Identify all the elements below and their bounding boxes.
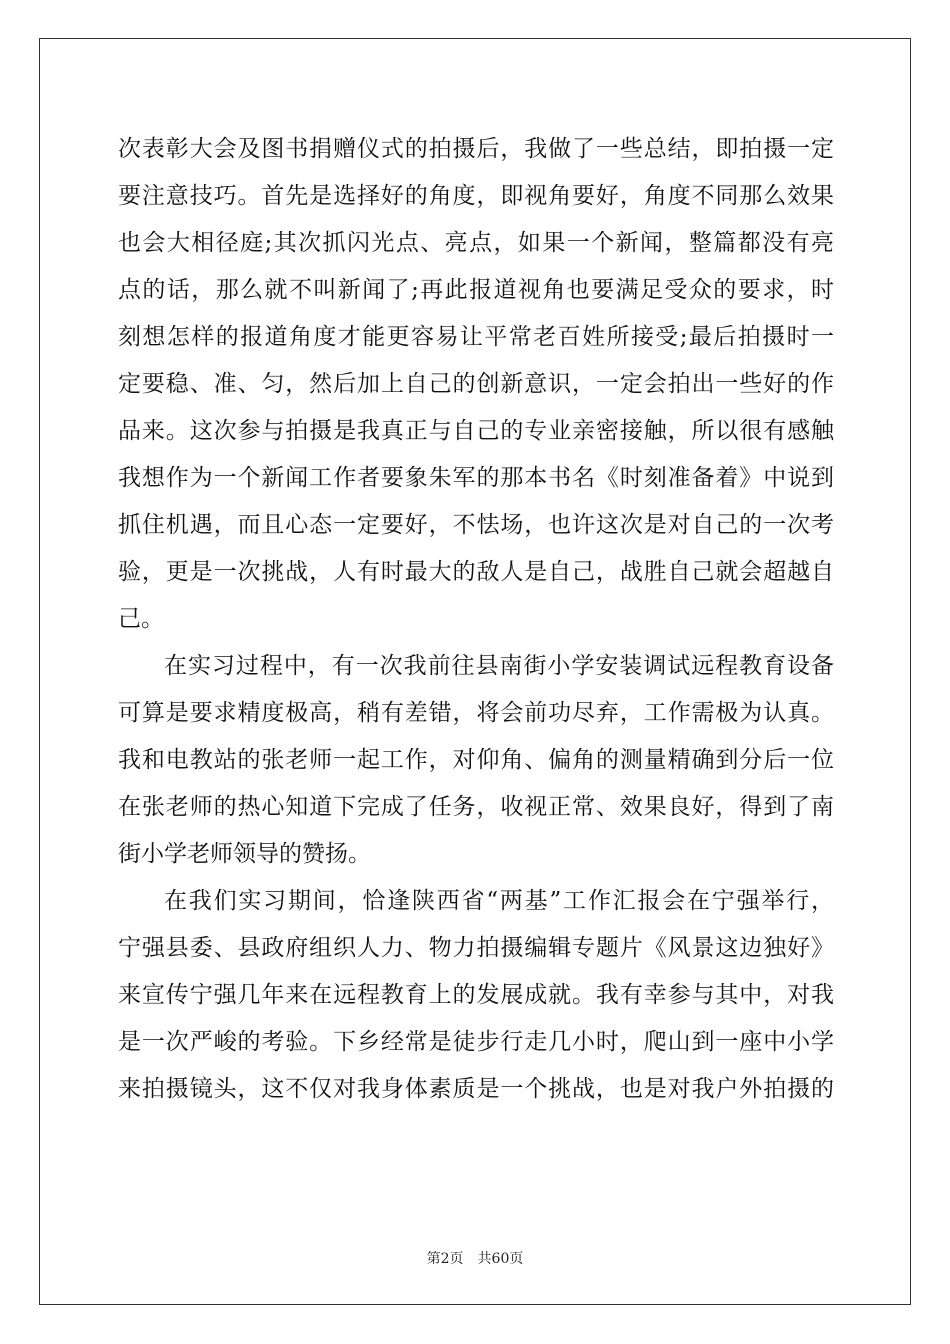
- text-line: 宁强县委、县政府组织人力、物力拍摄编辑专题片《风景这边独好》: [118, 935, 834, 961]
- text-line: 验，更是一次挑战，人有时最大的敌人是自己，战胜自己就会超越自: [118, 559, 834, 585]
- text-line: 定要稳、准、匀，然后加上自己的创新意识，一定会拍出一些好的作: [118, 371, 834, 397]
- paragraph-end-line: 街小学老师领导的赞扬。: [118, 841, 371, 867]
- text-line: 可算是要求精度极高，稍有差错，将会前功尽弃，工作需极为认真。: [118, 700, 834, 726]
- page-number-footer: 第2页 共60页: [426, 1251, 524, 1267]
- text-line: 品来。这次参与拍摄是我真正与自己的专业亲密接触，所以很有感触: [118, 418, 834, 444]
- text-line: 我想作为一个新闻工作者要象朱军的那本书名《时刻准备着》中说到: [118, 465, 834, 491]
- text-line: 点的话，那么就不叫新闻了;再此报道视角也要满足受众的要求，时: [118, 277, 834, 303]
- text-line: 是一次严峻的考验。下乡经常是徒步行走几小时，爬山到一座中小学: [118, 1029, 834, 1055]
- text-line: 也会大相径庭;其次抓闪光点、亮点，如果一个新闻，整篇都没有亮: [118, 230, 834, 256]
- text-line: 在张老师的热心知道下完成了任务，收视正常、效果良好，得到了南: [118, 794, 834, 820]
- text-line: 刻想怎样的报道角度才能更容易让平常老百姓所接受;最后拍摄时一: [118, 324, 834, 350]
- text-line: 我和电教站的张老师一起工作，对仰角、偏角的测量精确到分后一位: [118, 747, 834, 773]
- text-line: 来宣传宁强几年来在远程教育上的发展成就。我有幸参与其中，对我: [118, 982, 834, 1008]
- text-line: 抓住机遇，而且心态一定要好，不怯场，也许这次是对自己的一次考: [118, 512, 834, 538]
- text-line: 次表彰大会及图书捐赠仪式的拍摄后，我做了一些总结，即拍摄一定: [118, 136, 834, 162]
- paragraph-end-line: 己。: [118, 606, 164, 632]
- text-line: 要注意技巧。首先是选择好的角度，即视角要好，角度不同那么效果: [118, 183, 834, 209]
- text-line: 来拍摄镜头，这不仅对我身体素质是一个挑战，也是对我户外拍摄的: [118, 1076, 834, 1102]
- document-body: [118, 126, 834, 1113]
- paragraph-first-line: 在我们实习期间，恰逢陕西省“两基”工作汇报会在宁强举行，: [164, 888, 834, 914]
- paragraph-first-line: 在实习过程中，有一次我前往县南街小学安装调试远程教育设备: [164, 653, 834, 679]
